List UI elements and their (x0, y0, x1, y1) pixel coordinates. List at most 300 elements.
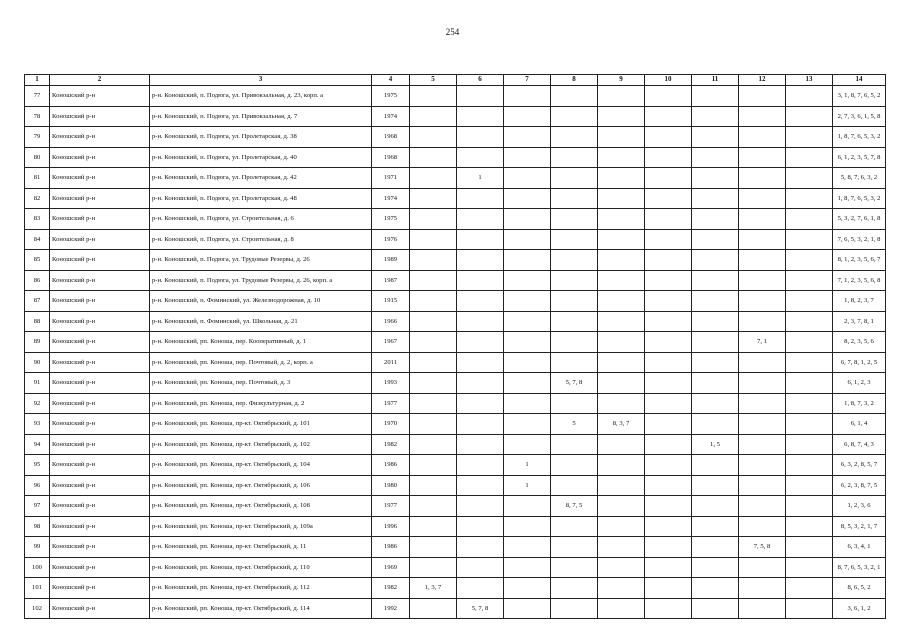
col8-cell (551, 332, 598, 353)
table-row (25, 270, 886, 291)
col5-cell (410, 188, 457, 209)
col13-cell (786, 106, 833, 127)
col12-cell (739, 475, 786, 496)
col8-cell (551, 86, 598, 107)
col8-cell (551, 475, 598, 496)
col5-cell (410, 147, 457, 168)
col8-cell (551, 393, 598, 414)
address-cell: р-н. Коношский, рп. Коноша, пер. Кооперативный, д. 1 (150, 332, 372, 353)
col14-cell: 1, 8, 7, 6, 5, 3, 2 (833, 188, 886, 209)
col7-cell (504, 352, 551, 373)
col7-cell (504, 311, 551, 332)
col12-cell (739, 516, 786, 537)
address-cell: р-н. Коношский, п. Подюга, ул. Трудовые Резервы, д. 26, корп. а (150, 270, 372, 291)
col10-cell (645, 455, 692, 476)
col14-cell: 3, 1, 8, 7, 6, 5, 2 (833, 86, 886, 107)
col11-cell (692, 188, 739, 209)
table-row (25, 127, 886, 148)
col11-cell (692, 516, 739, 537)
col10-cell (645, 291, 692, 312)
page-number: 254 (445, 27, 460, 37)
district-cell: Коношский р-н (50, 106, 150, 127)
col9-cell (598, 455, 645, 476)
col10-cell (645, 516, 692, 537)
col5-cell (410, 332, 457, 353)
year-cell: 1987 (372, 270, 410, 291)
row-number-cell: 101 (25, 578, 50, 599)
table-row (25, 147, 886, 168)
col6-cell (457, 147, 504, 168)
col6-cell (457, 455, 504, 476)
col11-cell (692, 475, 739, 496)
col7-cell (504, 291, 551, 312)
col8-cell (551, 291, 598, 312)
col9-cell (598, 250, 645, 271)
district-cell: Коношский р-н (50, 209, 150, 230)
district-cell: Коношский р-н (50, 250, 150, 271)
address-cell: р-н. Коношский, п. Подюга, ул. Пролетарская, д. 48 (150, 188, 372, 209)
col8-cell (551, 209, 598, 230)
col14-cell: 6, 7, 8, 1, 2, 5 (833, 352, 886, 373)
col9-cell (598, 557, 645, 578)
col10-cell (645, 127, 692, 148)
address-cell: р-н. Коношский, рп. Коноша, пр-кт. Октябрьский, д. 109а (150, 516, 372, 537)
address-cell: р-н. Коношский, п. Подюга, ул. Привокзальная, д. 23, корп. а (150, 86, 372, 107)
col9-cell (598, 496, 645, 517)
col13-cell (786, 578, 833, 599)
col8-cell (551, 168, 598, 189)
col8-cell (551, 434, 598, 455)
col13-cell (786, 352, 833, 373)
district-cell: Коношский р-н (50, 475, 150, 496)
year-cell: 1971 (372, 168, 410, 189)
col9-cell (598, 86, 645, 107)
col10-cell (645, 393, 692, 414)
col13-cell (786, 311, 833, 332)
col8-cell (551, 516, 598, 537)
col5-cell (410, 86, 457, 107)
col5-cell (410, 434, 457, 455)
year-cell: 1996 (372, 516, 410, 537)
year-cell: 1966 (372, 311, 410, 332)
col11-cell (692, 147, 739, 168)
col13-cell (786, 250, 833, 271)
year-cell: 1993 (372, 373, 410, 394)
col11-cell (692, 414, 739, 435)
col10-cell (645, 475, 692, 496)
col10-cell (645, 373, 692, 394)
address-cell: р-н. Коношский, рп. Коноша, пр-кт. Октябрьский, д. 108 (150, 496, 372, 517)
col8-cell (551, 270, 598, 291)
col13-cell (786, 393, 833, 414)
col5-cell: 1, 3, 7 (410, 578, 457, 599)
table-row (25, 496, 886, 517)
col13-cell (786, 188, 833, 209)
col11-cell (692, 578, 739, 599)
col13-cell (786, 332, 833, 353)
col7-cell (504, 537, 551, 558)
district-cell: Коношский р-н (50, 229, 150, 250)
col7-cell (504, 168, 551, 189)
col11-cell (692, 86, 739, 107)
district-cell: Коношский р-н (50, 373, 150, 394)
col10-cell (645, 578, 692, 599)
col5-cell (410, 455, 457, 476)
col5-cell (410, 127, 457, 148)
district-cell: Коношский р-н (50, 393, 150, 414)
table-row (25, 475, 886, 496)
col5-cell (410, 250, 457, 271)
col6-cell (457, 270, 504, 291)
table-row (25, 455, 886, 476)
col10-cell (645, 414, 692, 435)
col10-cell (645, 229, 692, 250)
column-header: 11 (692, 75, 739, 86)
col9-cell (598, 291, 645, 312)
row-number-cell: 79 (25, 127, 50, 148)
table-row (25, 188, 886, 209)
address-cell: р-н. Коношский, п. Фоминский, ул. Школьная, д. 21 (150, 311, 372, 332)
col11-cell (692, 393, 739, 414)
column-header: 4 (372, 75, 410, 86)
col14-cell: 5, 3, 2, 7, 6, 1, 8 (833, 209, 886, 230)
col13-cell (786, 86, 833, 107)
district-cell: Коношский р-н (50, 557, 150, 578)
col12-cell (739, 291, 786, 312)
row-number-cell: 87 (25, 291, 50, 312)
year-cell: 1977 (372, 496, 410, 517)
col12-cell (739, 147, 786, 168)
table-row (25, 250, 886, 271)
year-cell: 1968 (372, 147, 410, 168)
col9-cell (598, 373, 645, 394)
col13-cell (786, 127, 833, 148)
table-row (25, 537, 886, 558)
col6-cell (457, 393, 504, 414)
col6-cell (457, 106, 504, 127)
address-cell: р-н. Коношский, рп. Коноша, пр-кт. Октябрьский, д. 104 (150, 455, 372, 476)
col7-cell (504, 496, 551, 517)
table-row (25, 106, 886, 127)
col9-cell (598, 352, 645, 373)
address-cell: р-н. Коношский, рп. Коноша, пр-кт. Октябрьский, д. 106 (150, 475, 372, 496)
year-cell: 1915 (372, 291, 410, 312)
col11-cell (692, 250, 739, 271)
year-cell: 1977 (372, 393, 410, 414)
register-table (24, 74, 886, 619)
address-cell: р-н. Коношский, рп. Коноша, пр-кт. Октябрьский, д. 11 (150, 537, 372, 558)
col10-cell (645, 332, 692, 353)
col6-cell (457, 496, 504, 517)
row-number-cell: 96 (25, 475, 50, 496)
column-header: 3 (150, 75, 372, 86)
address-cell: р-н. Коношский, п. Подюга, ул. Пролетарская, д. 42 (150, 168, 372, 189)
col13-cell (786, 434, 833, 455)
col10-cell (645, 250, 692, 271)
col7-cell (504, 127, 551, 148)
col8-cell: 5, 7, 8 (551, 373, 598, 394)
row-number-cell: 82 (25, 188, 50, 209)
col7-cell (504, 270, 551, 291)
table-row (25, 434, 886, 455)
col13-cell (786, 537, 833, 558)
year-cell: 1982 (372, 578, 410, 599)
district-cell: Коношский р-н (50, 434, 150, 455)
col5-cell (410, 598, 457, 619)
year-cell: 1980 (372, 475, 410, 496)
col9-cell (598, 578, 645, 599)
table-row (25, 229, 886, 250)
district-cell: Коношский р-н (50, 86, 150, 107)
year-cell: 1974 (372, 106, 410, 127)
col9-cell (598, 332, 645, 353)
row-number-cell: 99 (25, 537, 50, 558)
col12-cell: 7, 5, 8 (739, 537, 786, 558)
col13-cell (786, 270, 833, 291)
row-number-cell: 78 (25, 106, 50, 127)
col6-cell (457, 475, 504, 496)
year-cell: 1976 (372, 229, 410, 250)
district-cell: Коношский р-н (50, 496, 150, 517)
year-cell: 1967 (372, 332, 410, 353)
col12-cell (739, 168, 786, 189)
year-cell: 1968 (372, 127, 410, 148)
table-row (25, 393, 886, 414)
col8-cell (551, 578, 598, 599)
col11-cell: 1, 5 (692, 434, 739, 455)
col12-cell (739, 414, 786, 435)
district-cell: Коношский р-н (50, 147, 150, 168)
district-cell: Коношский р-н (50, 188, 150, 209)
row-number-cell: 93 (25, 414, 50, 435)
col5-cell (410, 311, 457, 332)
address-cell: р-н. Коношский, рп. Коноша, пр-кт. Октябрьский, д. 112 (150, 578, 372, 599)
col12-cell (739, 311, 786, 332)
col12-cell (739, 598, 786, 619)
col14-cell: 2, 7, 3, 6, 1, 5, 8 (833, 106, 886, 127)
col12-cell (739, 229, 786, 250)
col8-cell (551, 127, 598, 148)
col13-cell (786, 229, 833, 250)
col6-cell (457, 434, 504, 455)
column-header: 9 (598, 75, 645, 86)
col6-cell (457, 352, 504, 373)
col7-cell (504, 557, 551, 578)
col6-cell (457, 557, 504, 578)
col13-cell (786, 455, 833, 476)
col7-cell (504, 106, 551, 127)
col12-cell (739, 86, 786, 107)
district-cell: Коношский р-н (50, 332, 150, 353)
col10-cell (645, 270, 692, 291)
address-cell: р-н. Коношский, рп. Коноша, пер. Почтовый, д. 3 (150, 373, 372, 394)
col10-cell (645, 598, 692, 619)
col7-cell (504, 414, 551, 435)
col14-cell: 6, 3, 4, 1 (833, 537, 886, 558)
col9-cell (598, 598, 645, 619)
col5-cell (410, 209, 457, 230)
col9-cell (598, 393, 645, 414)
col8-cell (551, 106, 598, 127)
table-row (25, 209, 886, 230)
col9-cell: 8, 3, 7 (598, 414, 645, 435)
col8-cell (551, 455, 598, 476)
col13-cell (786, 475, 833, 496)
year-cell: 1986 (372, 537, 410, 558)
col14-cell: 7, 6, 5, 3, 2, 1, 8 (833, 229, 886, 250)
column-header: 8 (551, 75, 598, 86)
row-number-cell: 84 (25, 229, 50, 250)
col9-cell (598, 537, 645, 558)
col6-cell (457, 311, 504, 332)
column-header: 6 (457, 75, 504, 86)
col5-cell (410, 557, 457, 578)
col13-cell (786, 414, 833, 435)
col7-cell (504, 373, 551, 394)
col6-cell (457, 250, 504, 271)
row-number-cell: 77 (25, 86, 50, 107)
col5-cell (410, 475, 457, 496)
col7-cell: 1 (504, 455, 551, 476)
address-cell: р-н. Коношский, п. Подюга, ул. Строительная, д. 6 (150, 209, 372, 230)
col10-cell (645, 352, 692, 373)
row-number-cell: 98 (25, 516, 50, 537)
column-header: 12 (739, 75, 786, 86)
col12-cell (739, 393, 786, 414)
year-cell: 1982 (372, 434, 410, 455)
address-cell: р-н. Коношский, рп. Коноша, пр-кт. Октябрьский, д. 102 (150, 434, 372, 455)
col7-cell (504, 578, 551, 599)
col11-cell (692, 373, 739, 394)
col14-cell: 5, 8, 7, 6, 3, 2 (833, 168, 886, 189)
col10-cell (645, 86, 692, 107)
col10-cell (645, 106, 692, 127)
col10-cell (645, 209, 692, 230)
address-cell: р-н. Коношский, п. Подюга, ул. Пролетарская, д. 38 (150, 127, 372, 148)
row-number-cell: 89 (25, 332, 50, 353)
table-row (25, 516, 886, 537)
col8-cell: 5 (551, 414, 598, 435)
col12-cell (739, 106, 786, 127)
row-number-cell: 94 (25, 434, 50, 455)
year-cell: 1992 (372, 598, 410, 619)
col12-cell (739, 434, 786, 455)
table-row (25, 598, 886, 619)
col11-cell (692, 537, 739, 558)
col14-cell: 6, 3, 2, 8, 5, 7 (833, 455, 886, 476)
row-number-cell: 92 (25, 393, 50, 414)
col14-cell: 6, 1, 4 (833, 414, 886, 435)
col14-cell: 6, 1, 2, 3 (833, 373, 886, 394)
col7-cell (504, 209, 551, 230)
table-body (25, 86, 886, 619)
table-row (25, 332, 886, 353)
col6-cell (457, 127, 504, 148)
col8-cell (551, 557, 598, 578)
col9-cell (598, 127, 645, 148)
col14-cell: 6, 2, 3, 8, 7, 5 (833, 475, 886, 496)
col5-cell (410, 414, 457, 435)
col14-cell: 3, 6, 1, 2 (833, 598, 886, 619)
col7-cell (504, 250, 551, 271)
col5-cell (410, 537, 457, 558)
col11-cell (692, 557, 739, 578)
col11-cell (692, 455, 739, 476)
row-number-cell: 90 (25, 352, 50, 373)
row-number-cell: 86 (25, 270, 50, 291)
row-number-cell: 85 (25, 250, 50, 271)
col14-cell: 8, 1, 2, 3, 5, 6, 7 (833, 250, 886, 271)
col10-cell (645, 434, 692, 455)
col12-cell (739, 373, 786, 394)
col10-cell (645, 147, 692, 168)
col14-cell: 8, 2, 3, 5, 6 (833, 332, 886, 353)
col14-cell: 8, 5, 3, 2, 1, 7 (833, 516, 886, 537)
col6-cell (457, 537, 504, 558)
year-cell: 1975 (372, 86, 410, 107)
col5-cell (410, 516, 457, 537)
year-cell: 2011 (372, 352, 410, 373)
col10-cell (645, 311, 692, 332)
col7-cell (504, 147, 551, 168)
col11-cell (692, 332, 739, 353)
col5-cell (410, 373, 457, 394)
col5-cell (410, 168, 457, 189)
col13-cell (786, 557, 833, 578)
table-row (25, 291, 886, 312)
col8-cell: 8, 7, 5 (551, 496, 598, 517)
table-row (25, 578, 886, 599)
col12-cell (739, 455, 786, 476)
address-cell: р-н. Коношский, рп. Коноша, пр-кт. Октябрьский, д. 110 (150, 557, 372, 578)
district-cell: Коношский р-н (50, 127, 150, 148)
col9-cell (598, 516, 645, 537)
table-row (25, 373, 886, 394)
address-cell: р-н. Коношский, п. Подюга, ул. Привокзальная, д. 7 (150, 106, 372, 127)
col8-cell (551, 598, 598, 619)
col11-cell (692, 209, 739, 230)
col7-cell (504, 229, 551, 250)
year-cell: 1974 (372, 188, 410, 209)
col6-cell (457, 229, 504, 250)
col8-cell (551, 352, 598, 373)
district-cell: Коношский р-н (50, 598, 150, 619)
column-header: 2 (50, 75, 150, 86)
col11-cell (692, 168, 739, 189)
column-header: 7 (504, 75, 551, 86)
col9-cell (598, 106, 645, 127)
address-cell: р-н. Коношский, рп. Коноша, пр-кт. Октябрьский, д. 101 (150, 414, 372, 435)
col6-cell (457, 332, 504, 353)
col6-cell (457, 291, 504, 312)
address-cell: р-н. Коношский, п. Подюга, ул. Строительная, д. 8 (150, 229, 372, 250)
col11-cell (692, 127, 739, 148)
col7-cell (504, 188, 551, 209)
col6-cell (457, 578, 504, 599)
district-cell: Коношский р-н (50, 537, 150, 558)
col10-cell (645, 557, 692, 578)
table-row (25, 311, 886, 332)
district-cell: Коношский р-н (50, 414, 150, 435)
col14-cell: 1, 8, 2, 3, 7 (833, 291, 886, 312)
col7-cell (504, 434, 551, 455)
col10-cell (645, 168, 692, 189)
col5-cell (410, 393, 457, 414)
col7-cell: 1 (504, 475, 551, 496)
district-cell: Коношский р-н (50, 168, 150, 189)
col11-cell (692, 598, 739, 619)
col9-cell (598, 434, 645, 455)
